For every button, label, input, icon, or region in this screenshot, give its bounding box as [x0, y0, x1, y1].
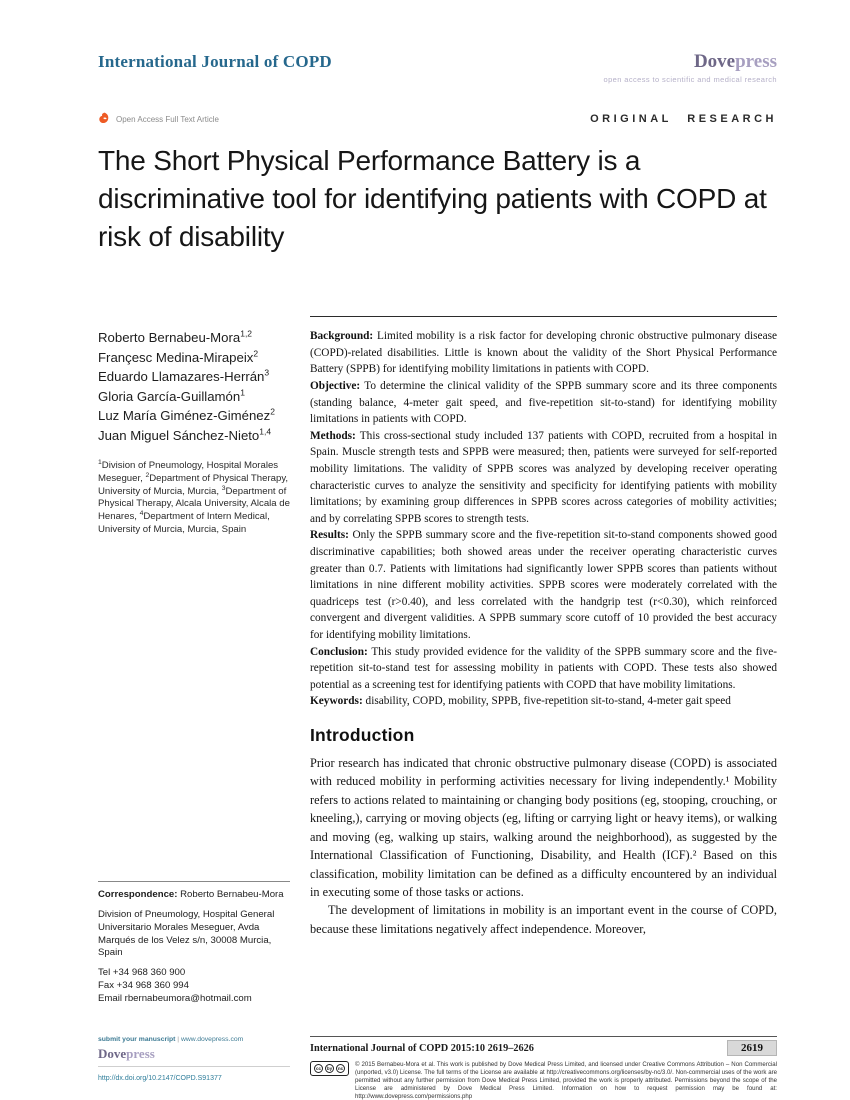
footer-right: [310, 1036, 777, 1100]
cc-by-icon: by: [326, 1066, 333, 1071]
author-row: [98, 387, 290, 407]
correspondence-tel: Tel +34 968 360 900: [98, 967, 186, 979]
affiliation-sup: 1: [98, 459, 102, 467]
affiliation-text: Department of Physical Therapy, University of Murcia, Murcia,: [98, 473, 289, 497]
author-row: [98, 426, 290, 446]
sidebar: [98, 316, 290, 1006]
abstract-label: Methods:: [310, 429, 356, 442]
affiliation-sup: 3: [221, 484, 226, 492]
dovepress-logo-press: press: [735, 51, 777, 72]
abstract-text: This cross-sectional study included 137 patients with COPD, recruited from a hospital in Spain. Muscle strength tests and SPPB were measured; then, patients were surveyed for self-reported mobility limitations. The validity of SPPB scores was analyzed by developing receiver operating characteristic curves to analyze the sensitivity and specificity for identifying patients with mobility limitations; by examining group differences in SPPB scores across categories of mobility activities; and by correlating SPPB scores to strength tests.: [310, 429, 777, 525]
badge-row: [98, 112, 777, 126]
author-row: [98, 348, 290, 368]
abstract-label: Keywords:: [310, 695, 363, 708]
abstract-text: disability, COPD, mobility, SPPB, five-repetition sit-to-stand, 4-meter gait speed: [365, 695, 731, 708]
abstract-text: This study provided evidence for the validity of the SPPB summary score and the five-repetition sit-to-stand test for assessing mobility in patients with COPD. These tests also showed potential as a screening test for identifying patients with COPD that have mobility limitations.: [310, 645, 777, 691]
affiliation-text: Department of Intern Medical, University of Murcia, Murcia, Spain: [98, 511, 270, 535]
abstract-section-keywords: [310, 693, 777, 710]
article-title: The Short Physical Performance Battery is a discriminative tool for identifying patients with COPD at risk of disability: [98, 145, 767, 253]
abstract: [310, 328, 777, 710]
footer-left: [98, 1036, 290, 1100]
affiliation-text: Division of Pneumology, Hospital Morales Meseguer,: [98, 460, 279, 485]
affiliations: [98, 460, 290, 536]
author-affiliation-sup: 3: [264, 367, 270, 378]
page-number-badge: 2619: [727, 1040, 777, 1056]
abstract-section-background: [310, 328, 777, 378]
author-name: Françesc Medina-Mirapeix: [98, 349, 254, 365]
correspondence-email-link[interactable]: Email rbernabeumora@hotmail.com: [98, 993, 252, 1005]
correspondence-address: Division of Pneumology, Hospital General Universitario Morales Meseguer, Avda Marqués de los Velez s/n, 30008 Murcia, Spain: [98, 908, 275, 959]
abstract-text: To determine the clinical validity of the SPPB summary score and its three components (standing balance, 4-meter gait speed, and five-repetition sit-to-stand) for identifying mobility limitations in patients with COPD.: [310, 380, 778, 426]
masthead: [98, 52, 777, 90]
open-access-label: Open Access Full Text Article: [116, 114, 220, 124]
open-access-link[interactable]: [98, 112, 219, 126]
author-name: Juan Miguel Sánchez-Nieto: [98, 427, 260, 443]
correspondence-label: Correspondence:: [98, 888, 178, 900]
publisher-tagline: open access to scientific and medical research: [603, 75, 777, 84]
author-affiliation-sup: 2: [253, 348, 259, 359]
affiliation-sup: 4: [139, 509, 144, 517]
content-columns: [98, 316, 777, 1006]
dovepress-footer-press: press: [126, 1046, 155, 1061]
abstract-label: Conclusion:: [310, 645, 368, 658]
author-list: [98, 316, 290, 445]
author-affiliation-sup: 1: [240, 387, 245, 398]
abstract-label: Background:: [310, 330, 374, 343]
correspondence-fax: Fax +34 968 360 994: [98, 980, 189, 992]
article-type-label: ORIGINAL RESEARCH: [590, 113, 777, 125]
license-row: [310, 1061, 777, 1100]
abstract-section-methods: [310, 428, 777, 528]
introduction-paragraph: Prior research has indicated that chronic obstructive pulmonary disease (COPD) is associated with reduced mobility in performing activities necessary for living independently.¹ Mobility refers to actions related to maintaining or changing body positions (eg, stooping, crouching, or kneeling,), carrying or moving objects (eg, lifting or carrying light or heavy items), or walking and moving (eg, walking up stairs, walking around the neighborhood), as suggested by the International Classification of Functioning, Disability, and Health (ICF).² Based on this classification, mobility limitation can be defined as a difficulty encountered by an individual in executing some of those tasks or actions.: [310, 755, 777, 899]
abstract-text: Limited mobility is a risk factor for developing chronic obstructive pulmonary disease (COPD)-related disabilities. Little is known about the validity of the Short Physical Performance Battery (SPPB) for identifying mobility limitations in patients with COPD.: [310, 330, 777, 376]
author-row: [98, 328, 290, 348]
page-footer: [98, 1036, 777, 1100]
copyright-notice: © 2015 Bernabeu-Mora et al. This work is published by Dove Medical Press Limited, and licensed under Creative Commons Attribution – Non Commercial (unported, v3.0) License. The full terms of the License are available at http://creativecommons.org/licenses/by-nc/3.0/. Non-commercial uses of the work are permitted without any further permission from Dove Medical Press Limited, provided the work is properly attributed. Permissions beyond the scope of the License are administered by Dove Medical Press Limited. Information on how to request permission may be found at: http://www.dovepress.com/permissions.php: [355, 1061, 777, 1100]
correspondence-block: [98, 881, 290, 1007]
journal-citation: International Journal of COPD 2015:10 2619–2626: [310, 1042, 534, 1054]
cc-by-nc-badge-icon: [310, 1061, 349, 1076]
author-name: Eduardo Llamazares-Herrán: [98, 369, 265, 385]
dove-open-access-icon: [98, 112, 111, 126]
submit-separator: |: [175, 1036, 181, 1043]
abstract-section-results: [310, 527, 777, 643]
introduction-paragraph: The development of limitations in mobility is an important event in the course of COPD, because these limitations negatively affect independence. Moreover,: [310, 903, 777, 936]
abstract-label: Results:: [310, 529, 349, 542]
journal-citation-row: [310, 1040, 777, 1056]
doi-link[interactable]: http://dx.doi.org/10.2147/COPD.S91377: [98, 1075, 222, 1082]
cc-icon: cc: [315, 1066, 321, 1071]
dovepress-logo-dove: Dove: [693, 51, 736, 72]
abstract-section-objective: [310, 378, 777, 428]
author-row: [98, 367, 290, 387]
affiliation-sup: 2: [145, 471, 150, 479]
abstract-section-conclusion: [310, 644, 777, 694]
affiliation-text: Department of Physical Therapy, Alcala University, Alcala de Henares,: [98, 485, 290, 523]
submit-manuscript-link[interactable]: [98, 1036, 290, 1043]
journal-name: International Journal of COPD: [98, 52, 332, 71]
introduction-heading: Introduction: [310, 724, 415, 745]
cc-nc-icon: nc: [337, 1066, 344, 1071]
author-name: Gloria García-Guillamón: [98, 388, 241, 404]
correspondence-person: Roberto Bernabeu-Mora: [180, 888, 284, 900]
correspondence-name: [98, 889, 290, 902]
submit-label: submit your manuscript: [98, 1036, 176, 1043]
author-name: Luz María Giménez-Giménez: [98, 408, 271, 424]
publisher-block: [604, 52, 777, 84]
author-affiliation-sup: 2: [270, 406, 275, 417]
dovepress-footer-logo[interactable]: [98, 1046, 290, 1067]
dovepress-logo[interactable]: [604, 52, 777, 71]
abstract-label: Objective:: [310, 380, 361, 393]
author-row: [98, 406, 290, 426]
abstract-top-rule: [310, 316, 777, 317]
abstract-text: Only the SPPB summary score and the five-repetition sit-to-stand components showed good discriminative capabilities; both showed areas under the receiver operating characteristic curves greater than 0.7. Patients with limitations had significantly lower SPPB scores than patients without limitations in nine different mobility activities. SPPB scores were moderately correlated with the quadriceps test (r>0.40), and less correlated with the handgrip test (r<0.30), which reinforced convergent and divergent validities. A SPPB summary score cutoff of 10 provided the best accuracy for identifying mobility limitations.: [310, 529, 777, 641]
dovepress-footer-dove: Dove: [98, 1046, 127, 1061]
author-affiliation-sup: 1,2: [240, 328, 253, 339]
dovepress-url: www.dovepress.com: [180, 1036, 244, 1043]
author-affiliation-sup: 1,4: [259, 426, 272, 437]
main-column: [310, 316, 777, 1006]
author-name: Roberto Bernabeu-Mora: [98, 330, 241, 346]
